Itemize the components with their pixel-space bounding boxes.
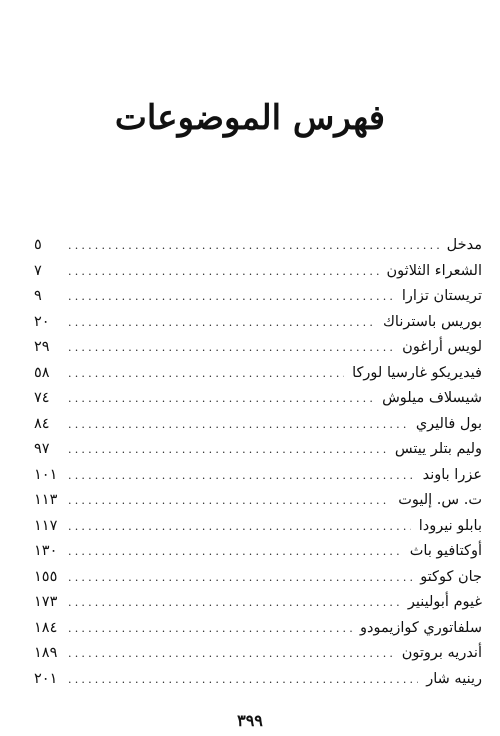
- toc-entry-page: ٢٠: [34, 313, 50, 330]
- toc-entry: [34, 463, 482, 489]
- toc-entry: [34, 335, 482, 361]
- toc-entry-page: ١٠١: [34, 466, 58, 483]
- toc-entry: [34, 310, 482, 336]
- toc-entry-page: ٢٠١: [34, 670, 58, 687]
- toc-entry: [34, 565, 482, 591]
- dot-leader: [68, 361, 344, 387]
- toc-entry-title: جان كوكتو: [420, 568, 482, 585]
- page-title: فهرس الموضوعات: [114, 98, 386, 138]
- dot-leader: [68, 641, 394, 667]
- toc-entry-title: ت. س. إليوت: [398, 492, 482, 508]
- table-of-contents: [34, 233, 482, 692]
- toc-entry-page: ١٨٩: [34, 645, 58, 661]
- dot-leader: [68, 233, 439, 259]
- toc-entry-title: عزرا باوند: [422, 466, 482, 483]
- toc-entry-title: شيسلاف ميلوش: [382, 390, 482, 406]
- dot-leader: [68, 437, 387, 463]
- dot-leader: [68, 412, 408, 438]
- toc-entry-title: فيديريكو غارسيا لوركا: [352, 364, 482, 381]
- toc-entry: [34, 233, 482, 259]
- toc-entry: [34, 641, 482, 667]
- page-number: ٣٩٩: [237, 711, 263, 730]
- dot-leader: [68, 539, 402, 565]
- toc-entry-title: أندريه بروتون: [401, 645, 482, 661]
- toc-entry-title: أوكتافيو باث: [409, 543, 482, 559]
- toc-entry-page: ١١٣: [34, 492, 58, 508]
- toc-entry-page: ٢٩: [34, 339, 50, 355]
- toc-entry-page: ١٣٠: [34, 543, 58, 559]
- toc-entry: [34, 284, 482, 310]
- dot-leader: [68, 565, 412, 591]
- dot-leader: [68, 284, 394, 310]
- toc-entry-title: تريستان تزارا: [401, 288, 482, 304]
- toc-entry: [34, 539, 482, 565]
- toc-entry-page: ١٥٥: [34, 568, 58, 585]
- dot-leader: [68, 310, 375, 336]
- toc-entry-title: بابلو نيرودا: [418, 517, 482, 534]
- dot-leader: [68, 590, 400, 616]
- toc-entry: [34, 488, 482, 514]
- dot-leader: [68, 463, 415, 489]
- toc-entry-page: ١٨٤: [34, 619, 58, 636]
- toc-entry-page: ١٧٣: [34, 594, 58, 610]
- toc-entry-title: سلفاتوري كوازيمودو: [360, 619, 482, 636]
- dot-leader: [68, 259, 379, 285]
- dot-leader: [68, 616, 352, 642]
- toc-entry-page: ٥: [34, 237, 42, 253]
- toc-entry-page: ٩: [34, 288, 42, 304]
- toc-entry-page: ٥٨: [34, 364, 50, 381]
- toc-entry-title: لويس أراغون: [402, 339, 482, 355]
- toc-entry: [34, 616, 482, 642]
- toc-entry-page: ٧: [34, 262, 42, 279]
- toc-entry: [34, 361, 482, 387]
- dot-leader: [68, 667, 418, 693]
- toc-entry-title: رينيه شار: [426, 670, 482, 687]
- dot-leader: [68, 386, 374, 412]
- toc-entry: [34, 386, 482, 412]
- toc-entry-title: وليم بتلر ييتس: [394, 441, 482, 457]
- dot-leader: [68, 335, 394, 361]
- toc-entry-title: الشعراء الثلاثون: [386, 262, 482, 279]
- dot-leader: [68, 514, 411, 540]
- toc-entry-page: ٨٤: [34, 415, 50, 432]
- toc-entry: [34, 590, 482, 616]
- toc-entry-page: ١١٧: [34, 517, 58, 534]
- toc-entry: [34, 259, 482, 285]
- toc-entry-page: ٩٧: [34, 441, 50, 457]
- toc-entry-title: بوريس باسترناك: [382, 313, 482, 330]
- toc-entry-title: غيوم أبولينير: [407, 594, 482, 610]
- toc-entry-page: ٧٤: [34, 390, 50, 406]
- toc-entry: [34, 514, 482, 540]
- dot-leader: [68, 488, 390, 514]
- toc-entry: [34, 667, 482, 693]
- toc-entry: [34, 437, 482, 463]
- toc-entry-title: مدخل: [446, 237, 482, 253]
- toc-entry: [34, 412, 482, 438]
- toc-entry-title: بول فاليري: [415, 415, 482, 432]
